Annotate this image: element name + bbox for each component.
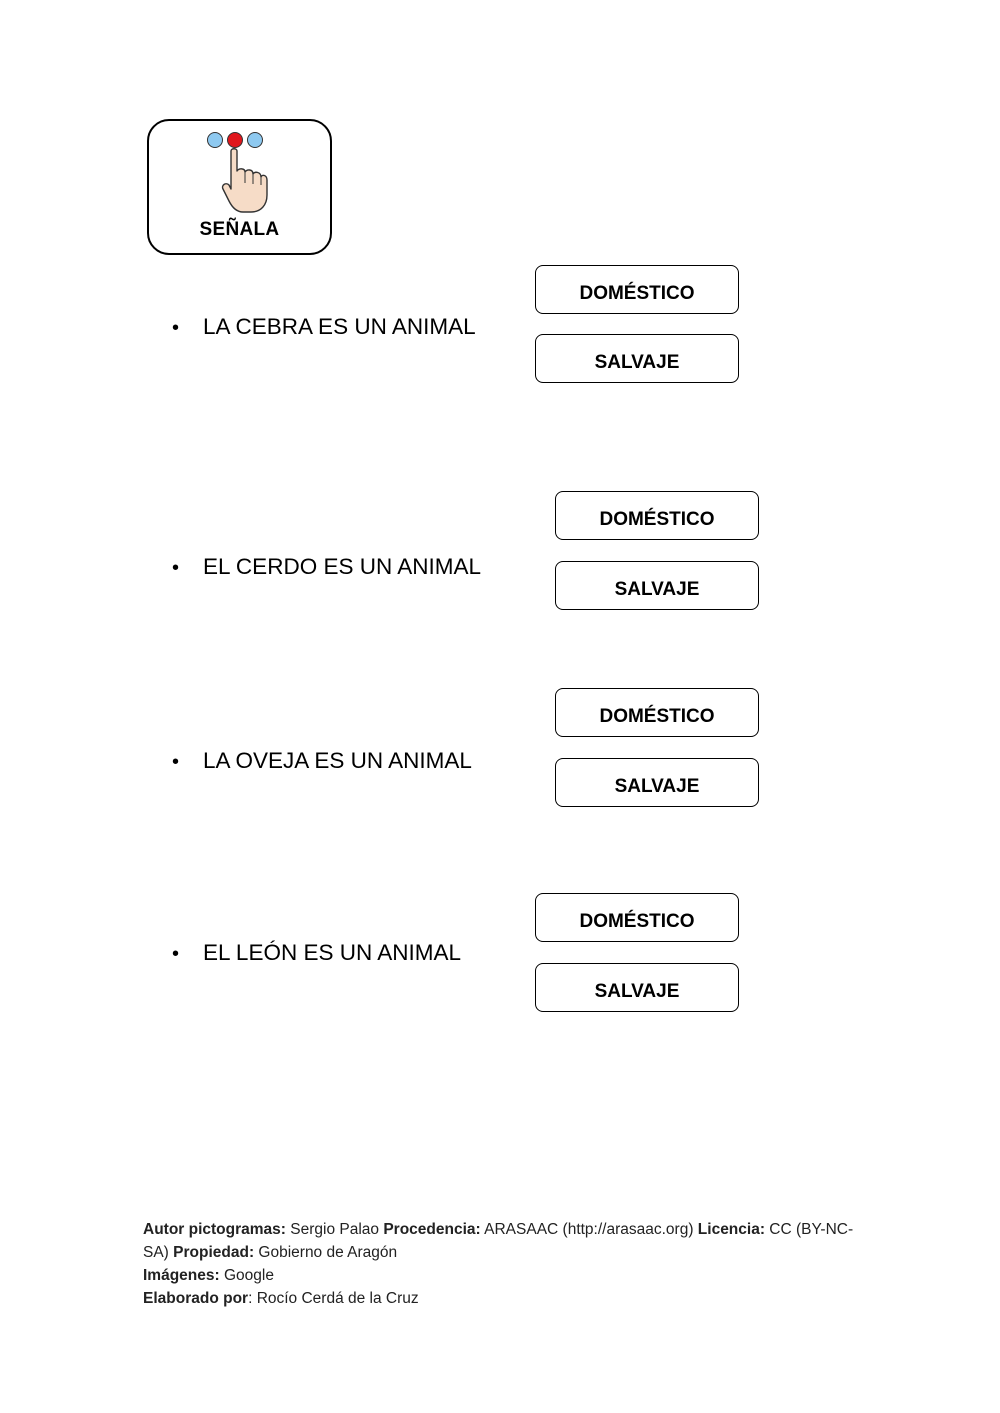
option-domestico-2[interactable]: DOMÉSTICO [555, 491, 759, 540]
property-value: Gobierno de Aragón [254, 1244, 398, 1261]
author-value: Sergio Palao [285, 1221, 384, 1238]
question-text: EL LEÓN ES UN ANIMAL [203, 940, 462, 965]
option-salvaje-2[interactable]: SALVAJE [555, 561, 759, 610]
images-label: Imágenes: [143, 1267, 220, 1284]
instruction-card [147, 119, 332, 255]
dot-left [208, 133, 223, 148]
license-label: Licencia: [697, 1221, 765, 1238]
question-4 [172, 942, 461, 965]
source-value: ARASAAC (http://arasaac.org) [480, 1221, 698, 1238]
question-text: LA CEBRA ES UN ANIMAL [203, 314, 476, 339]
bullet: • [172, 557, 180, 579]
pointing-hand-icon [201, 127, 281, 217]
credits-line-made-by [143, 1287, 858, 1310]
question-3 [172, 750, 472, 773]
credits-footer [143, 1218, 858, 1310]
bullet: • [172, 943, 180, 965]
made-by-label: Elaborado por [143, 1290, 249, 1307]
license-value: CC (BY-NC-SA) [143, 1221, 854, 1261]
images-value: Google [219, 1267, 274, 1284]
bullet: • [172, 317, 180, 339]
property-label: Propiedad: [173, 1244, 255, 1261]
instruction-label: SEÑALA [199, 219, 280, 240]
author-label: Autor pictogramas: [143, 1221, 286, 1238]
question-text: EL CERDO ES UN ANIMAL [203, 554, 481, 579]
credits-line-images [143, 1264, 858, 1287]
option-salvaje-1[interactable]: SALVAJE [535, 334, 739, 383]
question-text: LA OVEJA ES UN ANIMAL [203, 748, 472, 773]
option-salvaje-3[interactable]: SALVAJE [555, 758, 759, 807]
option-domestico-3[interactable]: DOMÉSTICO [555, 688, 759, 737]
question-2 [172, 556, 481, 579]
source-label: Procedencia: [383, 1221, 481, 1238]
bullet: • [172, 751, 180, 773]
option-domestico-1[interactable]: DOMÉSTICO [535, 265, 739, 314]
dot-right [248, 133, 263, 148]
made-by-value: : Rocío Cerdá de la Cruz [248, 1290, 419, 1307]
question-1 [172, 316, 476, 339]
option-salvaje-4[interactable]: SALVAJE [535, 963, 739, 1012]
dot-center [228, 133, 243, 148]
option-domestico-4[interactable]: DOMÉSTICO [535, 893, 739, 942]
credits-line-1 [143, 1218, 858, 1264]
